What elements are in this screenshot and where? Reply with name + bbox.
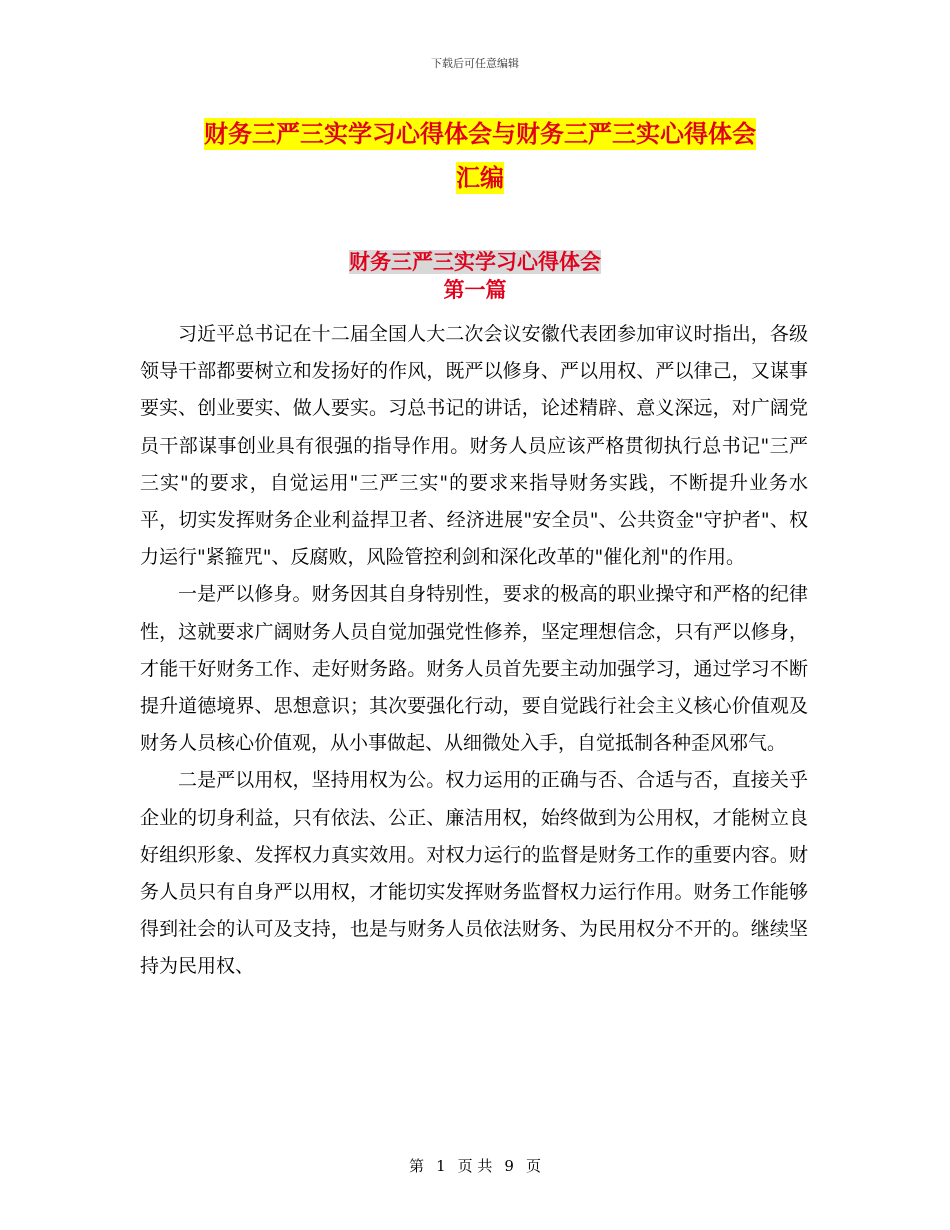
footer-label-mid: 页 共 (457, 1157, 493, 1175)
page-footer (0, 1155, 950, 1176)
page-number: 1 (436, 1157, 446, 1175)
document-title-line1: 财务三严三实学习心得体会与财务三严三实心得体会 (204, 120, 756, 148)
section-part: 第一篇 (443, 278, 507, 302)
paragraph: 一是严以修身。财务因其自身特别性，要求的极高的职业操守和严格的纪律性，这就要求广阔财务人员自觉加强党性修养，坚定理想信念，只有严以修身，才能干好财务工作、走好财务路。财务人员首先要主动加强学习，通过学习不断提升道德境界、思想意识；其次要强化行动，要自觉践行社会主义核心价值观及财务人员核心价值观，从小事做起、从细微处入手，自觉抵制各种歪风邪气。 (140, 583, 808, 755)
section-title: 财务三严三实学习心得体会 (349, 250, 601, 274)
document-title-line2: 汇编 (456, 164, 504, 192)
footer-label-before: 第 (409, 1157, 425, 1175)
paragraph: 二是严以用权，坚持用权为公。权力运用的正确与否、合适与否，直接关乎企业的切身利益，只有依法、公正、廉洁用权，始终做到为公用权，才能树立良好组织形象、发挥权力真实效用。对权力运行的监督是财务工作的重要内容。财务人员只有自身严以用权，才能切实发挥财务监督权力运行作用。财务工作能够得到社会的认可及支持，也是与财务人员依法财务、为民用权分不开的。继续坚持为民用权、 (140, 769, 808, 978)
paragraph: 习近平总书记在十二届全国人大二次会议安徽代表团参加审议时指出，各级领导干部都要树立和发扬好的作风，既严以修身、严以用权、严以律己，又谋事要实、创业要实、做人要实。习总书记的讲话，论述精辟、意义深远，对广阔党员干部谋事创业具有很强的指导作用。财务人员应该严格贯彻执行总书记"三严三实"的要求，自觉运用"三严三实"的要求来指导财务实践，不断提升业务水平，切实发挥财务企业利益捍卫者、经济进展"安全员"、公共资金"守护者"、权力运行"紧箍咒"、反腐败，风险管控利剑和深化改革的"催化剂"的作用。 (140, 323, 808, 569)
footer-label-after: 页 (525, 1157, 541, 1175)
page-total: 9 (504, 1157, 514, 1175)
body-text (140, 316, 808, 986)
header-note: 下载后可任意编辑 (431, 57, 519, 70)
section-heading (0, 248, 950, 304)
document-title (140, 112, 820, 200)
